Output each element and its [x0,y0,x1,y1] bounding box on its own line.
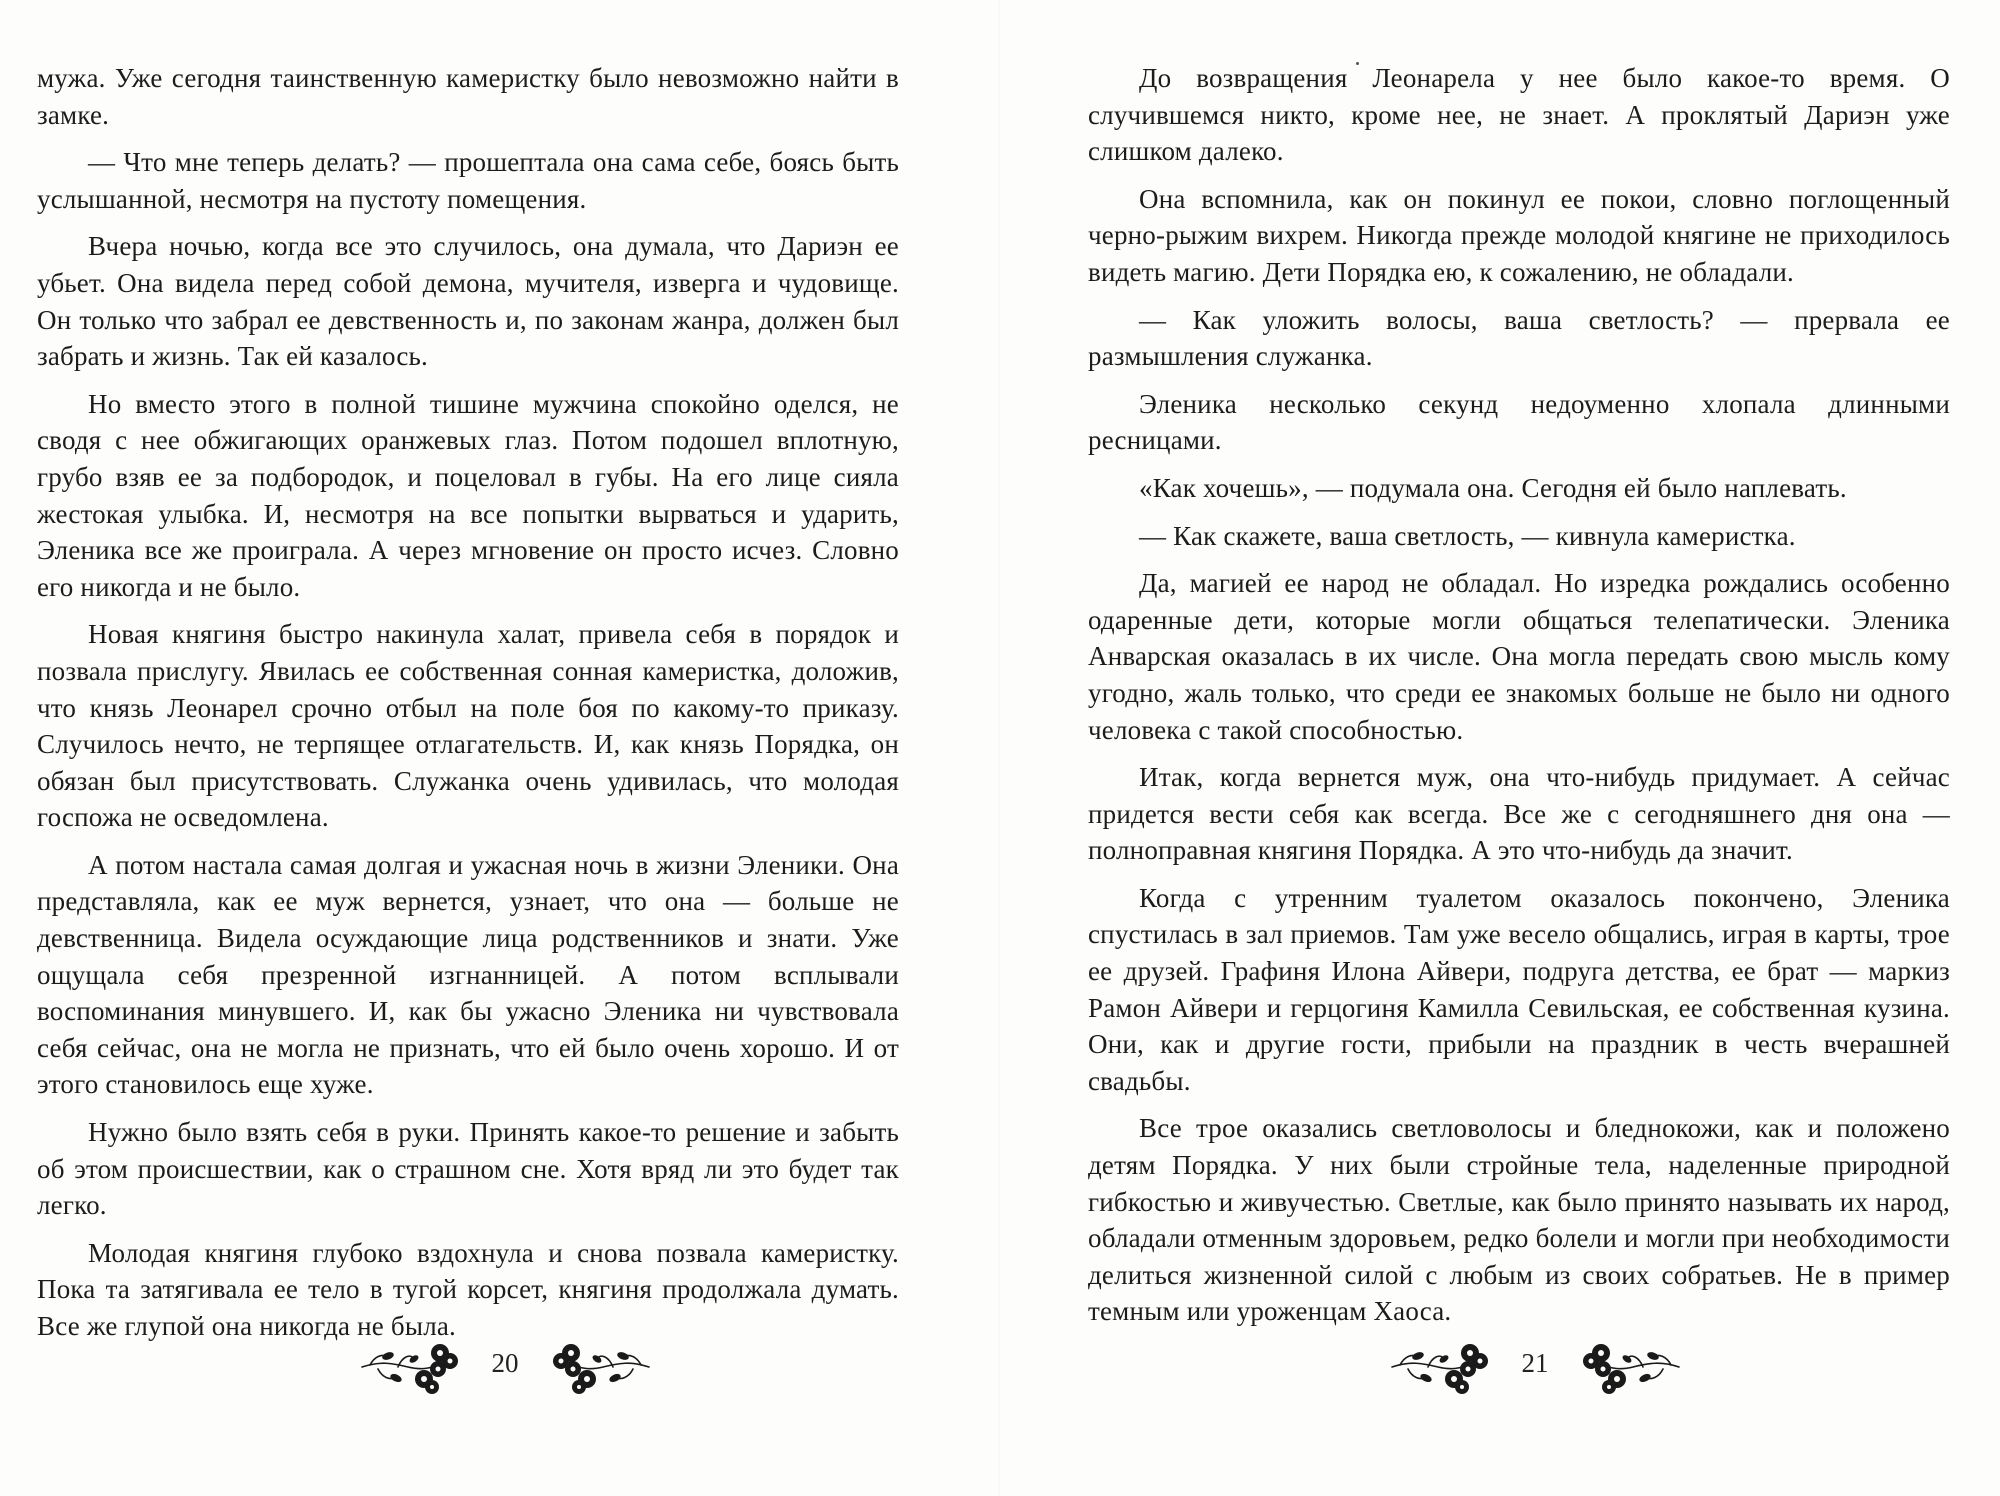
paragraph: Когда с утренним туалетом оказалось покончено, Эленика спустилась в зал приемов. Там уже весело общались, играя в карты, трое ее друзей. Графиня Илона Айвери, подруга детства, ее брат — маркиз Рамон Айвери и герцогиня Камилла Севильская, ее собственная кузина. Они, как и другие гости, прибыли на праздник в честь вчерашней свадьбы. [1088,882,1950,1096]
right-page [1088,60,1950,1370]
left-page-text [37,60,899,1345]
floral-ornament-icon [541,1323,653,1403]
paragraph: — Как скажете, ваша светлость, — кивнула камеристка. [1139,520,1796,551]
left-page-footer [340,1318,670,1408]
paragraph: Вчера ночью, когда все это случилось, она думала, что Дариэн ее убьет. Она видела перед собой демона, мучителя, изверга и чудовище. Он только что забрал ее девственность и, по законам жанра, должен был забрать и жизнь. Так ей казалось. [37,231,899,372]
paragraph: Но вместо этого в полной тишине мужчина спокойно оделся, не сводя с нее обжигающих оранжевых глаз. Потом подошел вплотную, грубо взяв ее за подбородок, и поцеловал в губы. На его лице сияла жестокая улыбка. И, несмотря на все попытки вырваться и ударить, Эленика все же проиграла. А через мгновение он просто исчез. Словно его никогда и не было. [37,388,899,602]
gutter-shadow [998,0,1000,1496]
paragraph: Все трое оказались светловолосы и бледнокожи, как и положено детям Порядка. У них были стройные тела, наделенные природной гибкостью и живучестью. Светлые, как было принято называть их народ, обладали отменным здоровьем, редко болели и могли при необходимости делиться жизненной силой с любым из своих собратьев. Не в пример темным или уроженцам Хаоса. [1088,1113,1950,1327]
floral-ornament-icon [1388,1323,1500,1403]
paragraph: «Как хочешь», — подумала она. Сегодня ей было наплевать. [1139,472,1847,503]
floral-ornament-icon [358,1323,470,1403]
paragraph: Она вспомнила, как он покинул ее покои, словно поглощенный черно-рыжим вихрем. Никогда прежде молодой княгине не приходилось видеть магию. Дети Порядка ею, к сожалению, не обладали. [1088,183,1950,287]
right-page-footer [1370,1318,1700,1408]
floral-ornament-icon [1571,1323,1683,1403]
paragraph: Молодая княгиня глубоко вздохнула и снова позвала камеристку. Пока та затягивала ее тело в тугой корсет, княгиня продолжала думать. Все же глупой она никогда не была. [37,1237,899,1341]
paragraph: До возвращения Леонарела у нее было какое-то время. О случившемся никто, кроме нее, не знает. А проклятый Дариэн уже слишком далеко. [1088,63,1950,167]
page-number: 20 [491,1347,519,1378]
paragraph: Нужно было взять себя в руки. Принять какое-то решение и забыть об этом происшествии, как о страшном сне. Хотя вряд ли это будет так легко. [37,1117,899,1221]
page-number: 21 [1521,1347,1549,1378]
paragraph: — Как уложить волосы, ваша светлость? — прервала ее размышления служанка. [1088,304,1950,372]
right-page-text [1088,60,1950,1330]
paragraph: мужа. Уже сегодня таинственную камеристку было невозможно найти в замке. [37,63,899,130]
paragraph: Новая княгиня быстро накинула халат, привела себя в порядок и позвала прислугу. Явилась ее собственная сонная камеристка, доложив, что князь Леонарел срочно отбыл на поле боя по какому-то приказу. Случилось нечто, не терпящее отлагательств. И, как князь Порядка, он обязан был присутствовать. Служанка очень удивилась, что молодая госпожа не осведомлена. [37,619,899,833]
paragraph: А потом настала самая долгая и ужасная ночь в жизни Эленики. Она представляла, как ее муж вернется, узнает, что она — больше не девственница. Видела осуждающие лица родственников и знати. Уже ощущала себя презренной изгнанницей. А потом всплывали воспоминания минувшего. И, как бы ужасно Эленика ни чувствовала себя сейчас, она не могла не признать, что ей было очень хорошо. И от этого становилось еще хуже. [37,849,899,1100]
left-page [37,60,899,1370]
paragraph: Да, магией ее народ не обладал. Но изредка рождались особенно одаренные дети, которые могли общаться телепатически. Эленика Анварская оказалась в их числе. Она могла передать свою мысль кому угодно, жаль только, что среди ее знакомых больше не было ни одного человека с такой способностью. [1088,568,1950,745]
paragraph: Итак, когда вернется муж, она что-нибудь придумает. А сейчас придется вести себя как всегда. Все же с сегодняшнего дня она — полноправная княгиня Порядка. А это что-нибудь да значит. [1088,762,1950,866]
paragraph: Эленика несколько секунд недоуменно хлопала длинными ресницами. [1088,388,1950,456]
paragraph: — Что мне теперь делать? — прошептала она сама себе, боясь быть услышанной, несмотря на пустоту помещения. [37,147,899,214]
